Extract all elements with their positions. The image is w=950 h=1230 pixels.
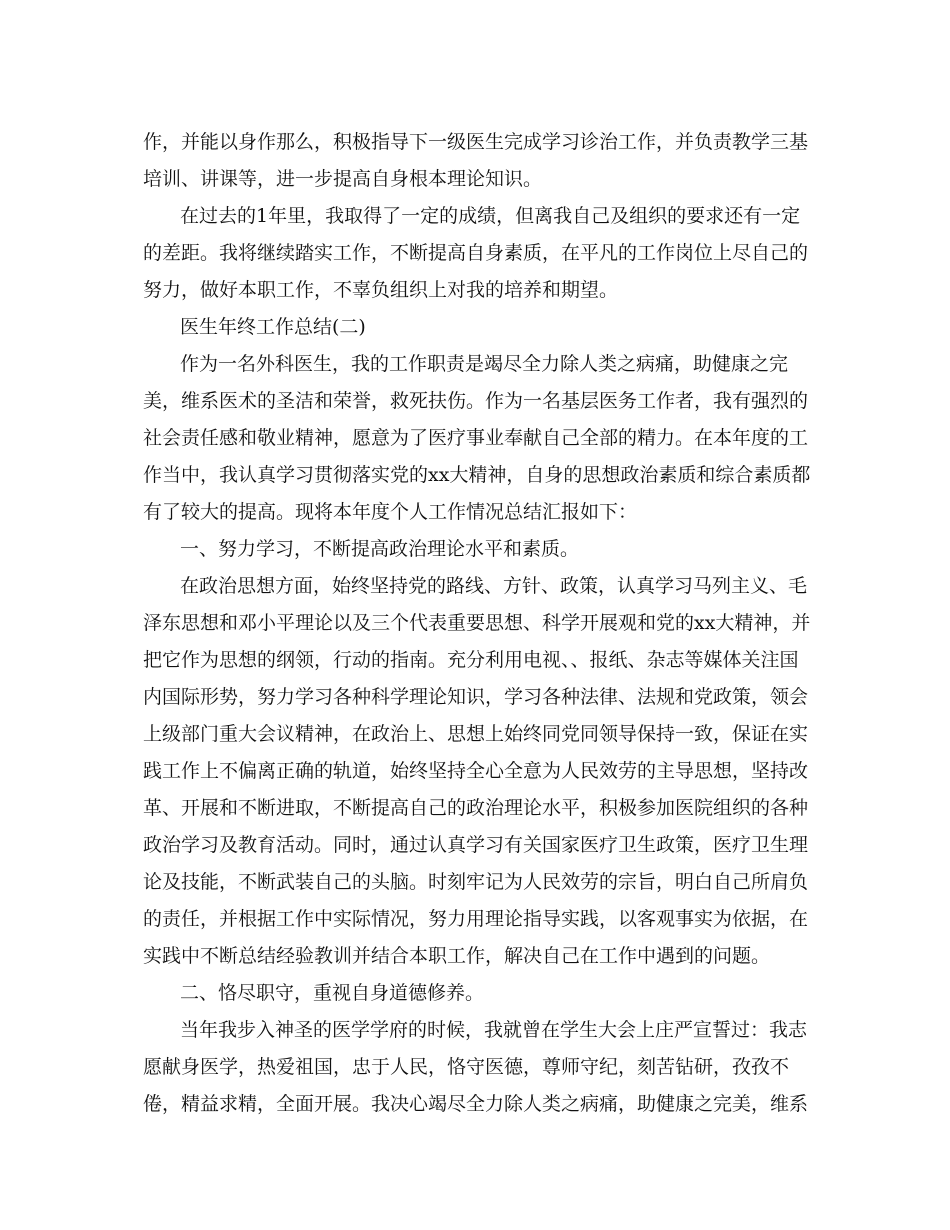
text-line: 践工作上不偏离正确的轨道，始终坚持全心全意为人民效劳的主导思想，坚持改 [143, 760, 809, 782]
subheading: 二、恪尽职守，重视自身道德修养。 [180, 982, 485, 1004]
text-line: 社会责任感和敬业精神，愿意为了医疗事业奉献自己全部的精力。在本年度的工 [143, 427, 809, 449]
text-line: 当年我步入神圣的医学学府的时候，我就曾在学生大会上庄严宣誓过：我志 [180, 1019, 808, 1041]
text-line: 把它作为思想的纲领，行动的指南。充分利用电视、、报纸、杂志等媒体关注国 [143, 649, 799, 671]
text-line: 上级部门重大会议精神，在政治上、思想上始终同党同领导保持一致，保证在实 [143, 723, 809, 745]
text-line: 泽东思想和邓小平理论以及三个代表重要思想、科学开展观和党的xx大精神，并 [143, 612, 811, 634]
text-line: 论及技能，不断武装自己的头脑。时刻牢记为人民效劳的宗旨，明白自己所肩负 [143, 871, 809, 893]
text-line: 作当中，我认真学习贯彻落实党的xx大精神，自身的思想政治素质和综合素质都 [143, 464, 811, 486]
text-line: 的差距。我将继续踏实工作，不断提高自身素质，在平凡的工作岗位上尽自己的 [143, 242, 809, 264]
text-line: 培训、讲课等，进一步提高自身根本理论知识。 [143, 168, 543, 190]
text-line: 美，维系医术的圣洁和荣誉，救死扶伤。作为一名基层医务工作者，我有强烈的 [143, 390, 809, 412]
text-line: 愿献身医学，热爱祖国，忠于人民，恪守医德，尊师守纪，刻苦钻研，孜孜不 [143, 1056, 790, 1078]
text-line: 在过去的1年里，我取得了一定的成绩，但离我自己及组织的要求还有一定 [180, 205, 801, 227]
text-line: 政治学习及教育活动。同时，通过认真学习有关国家医疗卫生政策，医疗卫生理 [143, 834, 809, 856]
text-line: 作，并能以身作那么，积极指导下一级医生完成学习诊治工作，并负责教学三基 [143, 131, 809, 153]
text-line: 在政治思想方面，始终坚持党的路线、方针、政策，认真学习马列主义、毛 [180, 575, 808, 597]
text-line: 实践中不断总结经验教训并结合本职工作，解决自己在工作中遇到的问题。 [143, 945, 771, 967]
text-line: 努力，做好本职工作，不辜负组织上对我的培养和期望。 [143, 279, 619, 301]
text-line: 革、开展和不断进取，不断提高自己的政治理论水平，积极参加医院组织的各种 [143, 797, 809, 819]
text-line: 作为一名外科医生，我的工作职责是竭尽全力除人类之病痛，助健康之完 [180, 353, 789, 375]
text-line: 内国际形势，努力学习各种科学理论知识，学习各种法律、法规和党政策，领会 [143, 686, 809, 708]
subheading: 一、努力学习，不断提高政治理论水平和素质。 [180, 538, 580, 560]
text-line: 倦，精益求精，全面开展。我决心竭尽全力除人类之病痛，助健康之完美，维系 [143, 1093, 809, 1115]
text-line: 有了较大的提高。现将本年度个人工作情况总结汇报如下： [143, 501, 638, 523]
section-title: 医生年终工作总结(二) [180, 316, 366, 338]
text-line: 的责任，并根据工作中实际情况，努力用理论指导实践，以客观事实为依据，在 [143, 908, 809, 930]
